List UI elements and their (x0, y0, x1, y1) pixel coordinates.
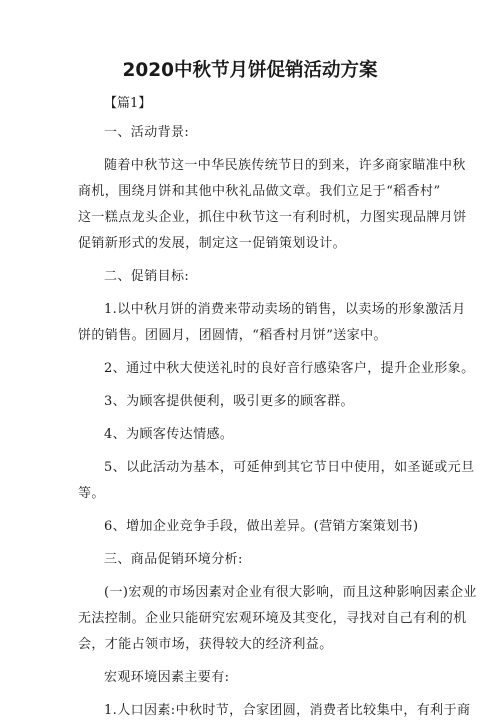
paragraph-line: 6、增加企业竞争手段，做出差异。(营销方案策划书) (104, 519, 419, 534)
paragraph-line: 等。 (78, 486, 105, 501)
paragraph-line: 3、为顾客提供便利，吸引更多的顾客群。 (104, 394, 354, 409)
paragraph-line: (一)宏观的市场因素对企业有很大影响，而且这种影响因素企业 (104, 585, 477, 600)
paragraph-line: 宏观环境因素主要有: (104, 670, 230, 685)
paragraph-line: 会，才能占领市场，获得较大的经济利益。 (78, 637, 333, 652)
paragraph-line: 这一糕点龙头企业，抓住中秋节这一有利时机，力图实现品牌月饼 (78, 210, 467, 225)
paragraph-line: 二、促销目标: (104, 269, 190, 284)
paragraph-line: 4、为顾客传达情感。 (104, 427, 234, 442)
paragraph-line: 无法控制。企业只能研究宏观环境及其变化，寻找对自己有利的机 (78, 611, 467, 626)
paragraph-line: 商机，围绕月饼和其他中秋礼品做文章。我们立足于“稻香村” (78, 184, 441, 199)
paragraph-line: 1.人口因素:中秋时节，合家团圆，消费者比较集中，有利于商 (104, 703, 471, 718)
paragraph-line: 1.以中秋月饼的消费来带动卖场的销售，以卖场的形象激活月 (104, 302, 466, 317)
paragraph-line: 随着中秋节这一中华民族传统节日的到来，许多商家瞄准中秋 (104, 158, 466, 173)
paragraph-line: 5、以此活动为基本，可延伸到其它节日中使用，如圣诞或元旦 (104, 460, 475, 475)
paragraph-line: 一、活动背景: (104, 125, 190, 140)
paragraph-line: 三、商品促销环境分析: (104, 552, 243, 567)
paragraph-line: 促销新形式的发展，制定这一促销策划设计。 (78, 236, 347, 251)
section-tag: 【篇1】 (104, 96, 152, 111)
document-body (78, 120, 477, 724)
paragraph-line: 饼的销售。团圆月，团圆情，“稻香村月饼”送家中。 (78, 328, 387, 343)
paragraph-line: 2、通过中秋大使送礼时的良好音行感染客户，提升企业形象。 (104, 361, 475, 376)
document-title: 2020中秋节月饼促销活动方案 (122, 60, 378, 81)
